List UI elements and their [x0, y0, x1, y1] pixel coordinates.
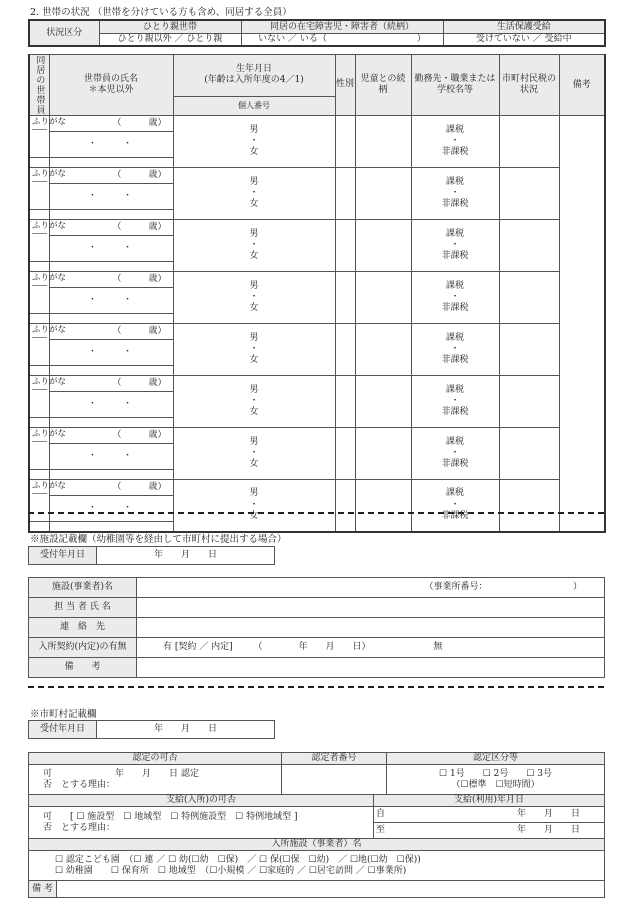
member-name-cell[interactable] — [29, 116, 67, 158]
col-sex-header: 性別 — [335, 55, 355, 116]
member-tax-cell[interactable] — [411, 272, 499, 324]
col-name-header — [49, 55, 173, 116]
sex-female-option[interactable]: 女 — [249, 510, 259, 521]
member-mynumber-field[interactable] — [49, 366, 173, 376]
tax-untaxed-option[interactable]: 非課税 — [441, 199, 469, 210]
member-mynumber-field[interactable] — [49, 314, 173, 324]
cert-number-header: 認定者番号 — [282, 753, 387, 765]
member-name-lower[interactable] — [29, 366, 49, 376]
sex-male-option[interactable]: 男 — [249, 332, 259, 343]
sex-male-option[interactable]: 男 — [249, 124, 259, 135]
sex-separator: ・ — [249, 291, 259, 302]
col-birth-note: (年齢は入所年度の4／1) — [204, 75, 304, 86]
single-parent-options[interactable]: ひとり親以外 ／ ひとり親 — [99, 33, 241, 46]
member-name-cell[interactable] — [29, 376, 67, 418]
member-birthdate-field[interactable]: ・・ — [49, 496, 173, 522]
member-tax-cell[interactable] — [411, 168, 499, 220]
tax-separator: ・ — [450, 447, 460, 458]
tax-taxed-option[interactable]: 課税 — [445, 280, 464, 291]
cert-class-options[interactable]: ☐ 1号 ☐ 2号 ☐ 3号 — [439, 768, 553, 779]
contract-no[interactable]: 無 — [433, 642, 443, 653]
member-relation-field[interactable] — [335, 168, 355, 220]
member-note-field[interactable] — [499, 272, 559, 324]
member-furigana-label: ふりがな — [32, 118, 47, 130]
member-note-field[interactable] — [499, 116, 559, 168]
household-status-table — [28, 19, 606, 47]
sex-separator: ・ — [249, 239, 259, 250]
member-tax-cell[interactable] — [411, 116, 499, 168]
member-age-field[interactable]: （ 歳） — [49, 428, 173, 444]
tax-untaxed-option[interactable]: 非課税 — [441, 407, 469, 418]
member-work-field[interactable] — [355, 324, 411, 376]
tax-separator: ・ — [450, 343, 460, 354]
member-relation-field[interactable] — [335, 480, 355, 532]
member-furigana-label: ふりがな — [32, 378, 47, 390]
member-furigana-label: ふりがな — [32, 482, 47, 494]
tax-taxed-option[interactable]: 課税 — [445, 228, 464, 239]
facility-received-date[interactable]: 年 月 日 — [97, 547, 275, 565]
member-name-lower[interactable] — [29, 418, 49, 428]
payment-result[interactable] — [29, 807, 374, 839]
member-age-field[interactable]: （ 歳） — [49, 116, 173, 132]
facility-assign-line1[interactable]: ☐ 認定こども園 （☐ 連 ／ ☐ 幼(☐幼 ☐保) ／ ☐ 保(☐保 ☐幼) ／ ☐地(☐幼 ☐保)) — [55, 854, 421, 865]
tax-taxed-option[interactable]: 課税 — [445, 488, 464, 499]
col-mynumber-header: 個人番号 — [173, 96, 335, 115]
member-sex-cell[interactable] — [173, 324, 335, 376]
member-mynumber-field[interactable] — [49, 262, 173, 272]
member-relation-field[interactable] — [335, 428, 355, 480]
tax-untaxed-option[interactable]: 非課税 — [441, 459, 469, 470]
period-from-label: 自 — [376, 809, 386, 820]
member-work-field[interactable] — [355, 272, 411, 324]
member-work-field[interactable] — [355, 480, 411, 532]
sex-male-option[interactable]: 男 — [249, 384, 259, 395]
tax-separator: ・ — [450, 499, 460, 510]
member-age-field[interactable]: （ 歳） — [49, 376, 173, 392]
municipal-note-field[interactable] — [57, 881, 605, 898]
member-birthdate-field[interactable]: ・・ — [49, 340, 173, 366]
member-name-lower[interactable] — [29, 210, 49, 220]
tax-untaxed-option[interactable]: 非課税 — [441, 510, 469, 521]
sex-female-option[interactable]: 女 — [249, 355, 259, 366]
cert-header: 認定の可否 — [29, 753, 282, 765]
member-name-lower[interactable] — [29, 158, 49, 168]
member-sex-cell[interactable] — [173, 168, 335, 220]
member-name-cell[interactable] — [29, 168, 67, 210]
member-birthdate-field[interactable]: ・・ — [49, 132, 173, 158]
sex-separator: ・ — [249, 447, 259, 458]
member-mynumber-field[interactable] — [49, 158, 173, 168]
sex-female-option[interactable]: 女 — [249, 199, 259, 210]
facility-person-label: 担 当 者 氏 名 — [29, 598, 137, 618]
payment-header: 支給(入所)の可否 — [29, 795, 374, 807]
member-furigana-label: ふりがな — [32, 222, 47, 234]
col-tax-header: 市町村民税の状況 — [499, 55, 559, 116]
tax-separator: ・ — [450, 395, 460, 406]
tax-separator: ・ — [450, 135, 460, 146]
cert-result[interactable] — [29, 765, 282, 795]
tax-taxed-option[interactable]: 課税 — [445, 332, 464, 343]
member-relation-field[interactable] — [335, 220, 355, 272]
facility-assign-field[interactable] — [29, 851, 605, 881]
member-relation-field[interactable] — [335, 324, 355, 376]
tax-untaxed-option[interactable]: 非課税 — [441, 251, 469, 262]
tax-taxed-option[interactable]: 課税 — [445, 176, 464, 187]
member-note-field[interactable] — [499, 168, 559, 220]
member-furigana-label: ふりがな — [32, 170, 47, 182]
municipal-section-title: ※市町村記載欄 — [30, 709, 97, 720]
facility-contract-field[interactable] — [137, 638, 605, 658]
member-age-field[interactable]: （ 歳） — [49, 272, 173, 288]
member-age-field[interactable]: （ 歳） — [49, 168, 173, 184]
member-note-field[interactable] — [499, 480, 559, 532]
member-age-field[interactable]: （ 歳） — [49, 220, 173, 236]
member-work-field[interactable] — [355, 116, 411, 168]
status-label: 状況区分 — [29, 20, 99, 46]
period-from-field[interactable] — [374, 807, 605, 823]
member-age-field[interactable]: （ 歳） — [49, 480, 173, 496]
member-tax-cell[interactable] — [411, 376, 499, 428]
facility-note-field[interactable] — [137, 658, 605, 678]
member-name-cell[interactable] — [29, 480, 67, 522]
member-mynumber-field[interactable] — [49, 522, 173, 532]
member-sex-cell[interactable] — [173, 220, 335, 272]
cert-ok[interactable]: 可 年 月 日 認定 — [43, 768, 199, 779]
member-tax-cell[interactable] — [411, 220, 499, 272]
sex-male-option[interactable]: 男 — [249, 488, 259, 499]
col-note-header: 備考 — [559, 55, 605, 116]
sex-female-option[interactable]: 女 — [249, 251, 259, 262]
member-mynumber-field[interactable] — [49, 210, 173, 220]
member-furigana-label: ふりがな — [32, 274, 47, 286]
facility-office-number[interactable]: （事業所番号： ） — [137, 578, 605, 598]
municipal-received-date[interactable]: 年 月 日 — [97, 721, 275, 739]
facility-received-table — [28, 546, 275, 565]
member-sex-cell[interactable] — [173, 480, 335, 532]
single-parent-header: ひとり親世帯 — [99, 20, 241, 33]
member-furigana-label: ふりがな — [32, 430, 47, 442]
member-furigana-label: ふりがな — [32, 326, 47, 338]
member-tax-cell[interactable] — [411, 480, 499, 532]
facility-received-label: 受付年月日 — [29, 547, 97, 565]
col-birth-header — [173, 55, 335, 97]
sex-male-option[interactable]: 男 — [249, 176, 259, 187]
facility-person-field[interactable] — [137, 598, 605, 618]
cert-number-field[interactable] — [282, 765, 387, 795]
facility-contact-label: 連 絡 先 — [29, 618, 137, 638]
col-name-note: ＊本児以外 — [88, 85, 134, 95]
cut-line — [28, 686, 604, 688]
welfare-header: 生活保護受給 — [443, 20, 605, 33]
facility-note-label: 備 考 — [29, 658, 137, 678]
sex-separator: ・ — [249, 343, 259, 354]
facility-contract-label: 入所契約(内定)の有無 — [29, 638, 137, 658]
cert-class-header: 認定区分等 — [387, 753, 605, 765]
sex-separator: ・ — [249, 187, 259, 198]
member-tax-cell[interactable] — [411, 428, 499, 480]
welfare-options[interactable]: 受けていない ／ 受給中 — [443, 33, 605, 46]
member-birthdate-field[interactable]: ・・ — [49, 236, 173, 262]
tax-taxed-option[interactable]: 課税 — [445, 384, 464, 395]
facility-name-label: 施設(事業者)名 — [29, 578, 137, 598]
sex-male-option[interactable]: 男 — [249, 436, 259, 447]
member-birthdate-field[interactable]: ・・ — [49, 392, 173, 418]
col-name-label: 世帯員の氏名 — [83, 73, 138, 84]
member-age-field[interactable]: （ 歳） — [49, 324, 173, 340]
col-work-header: 勤務先・職業または学校名等 — [411, 55, 499, 116]
member-name-cell[interactable] — [29, 324, 67, 366]
col-birth-label: 生年月日 — [235, 64, 272, 75]
facility-info-table — [28, 577, 605, 678]
sex-separator: ・ — [249, 135, 259, 146]
cert-ng[interactable]: 否 とする理由： — [43, 779, 116, 790]
member-note-field[interactable] — [499, 324, 559, 376]
municipal-note-label: 備 考 — [29, 881, 57, 898]
tax-separator: ・ — [450, 187, 460, 198]
member-sex-cell[interactable] — [173, 376, 335, 428]
period-to-date: 年 月 日 — [517, 825, 581, 836]
member-name-cell[interactable] — [29, 220, 67, 262]
facility-contact-field[interactable] — [137, 618, 605, 638]
member-note-field[interactable] — [499, 428, 559, 480]
sex-male-option[interactable]: 男 — [249, 280, 259, 291]
cert-class-field[interactable] — [387, 765, 605, 795]
member-birthdate-field[interactable]: ・・ — [49, 444, 173, 470]
tax-separator: ・ — [450, 291, 460, 302]
member-work-field[interactable] — [355, 376, 411, 428]
tax-taxed-option[interactable]: 課税 — [445, 436, 464, 447]
sex-female-option[interactable]: 女 — [249, 303, 259, 314]
cert-class-sub[interactable]: （☐標準 ☐短時間） — [451, 779, 540, 790]
member-work-field[interactable] — [355, 220, 411, 272]
member-relation-field[interactable] — [335, 272, 355, 324]
member-tax-cell[interactable] — [411, 324, 499, 376]
member-work-field[interactable] — [355, 168, 411, 220]
member-birthdate-field[interactable]: ・・ — [49, 288, 173, 314]
member-mynumber-field[interactable] — [49, 418, 173, 428]
facility-assign-header: 入所施設（事業者）名 — [29, 839, 605, 851]
member-relation-field[interactable] — [335, 116, 355, 168]
contract-yes[interactable]: 有 [契約 ／ 内定] — [163, 642, 233, 653]
sex-separator: ・ — [249, 395, 259, 406]
municipal-table — [28, 752, 605, 898]
tax-untaxed-option[interactable]: 非課税 — [441, 147, 469, 158]
member-note-field[interactable] — [499, 220, 559, 272]
col-relation-header: 児童との続柄 — [355, 55, 411, 116]
member-name-cell[interactable] — [29, 428, 67, 470]
member-sex-cell[interactable] — [173, 272, 335, 324]
member-work-field[interactable] — [355, 428, 411, 480]
member-name-lower[interactable] — [29, 470, 49, 480]
contract-date: （ 年 月 日） — [253, 642, 371, 653]
payment-ng[interactable]: 否 とする理由： — [43, 822, 116, 833]
member-birthdate-field[interactable]: ・・ — [49, 184, 173, 210]
member-mynumber-field[interactable] — [49, 470, 173, 480]
member-sex-cell[interactable] — [173, 116, 335, 168]
tax-taxed-option[interactable]: 課税 — [445, 124, 464, 135]
municipal-received-label: 受付年月日 — [29, 721, 97, 739]
facility-assign-line2[interactable]: ☐ 幼稚園 ☐ 保育所 ☐ 地域型 （☐小規模 ／ ☐家庭的 ／ ☐居宅訪問 ／ ☐事業所) — [55, 865, 407, 876]
municipal-received-table — [28, 720, 275, 739]
member-name-cell[interactable] — [29, 272, 67, 314]
member-relation-field[interactable] — [335, 376, 355, 428]
disabled-header: 同居の在宅障害児・障害者（続柄） — [241, 20, 443, 33]
household-members-table — [28, 54, 606, 533]
period-from-date: 年 月 日 — [517, 809, 581, 820]
period-to-label: 至 — [376, 825, 386, 836]
facility-section-title: ※施設記載欄（幼稚園等を経由して市町村に提出する場合） — [30, 534, 287, 545]
sex-male-option[interactable]: 男 — [249, 228, 259, 239]
sex-female-option[interactable]: 女 — [249, 147, 259, 158]
sex-female-option[interactable]: 女 — [249, 459, 259, 470]
member-name-lower[interactable] — [29, 262, 49, 272]
payment-period-header: 支給(利用)年月日 — [374, 795, 605, 807]
members-side-label: 同居の世帯員 — [29, 55, 49, 116]
member-name-lower[interactable] — [29, 314, 49, 324]
disabled-options[interactable]: いない ／ いる（ ） — [241, 33, 443, 46]
tax-untaxed-option[interactable]: 非課税 — [441, 355, 469, 366]
cut-line — [28, 512, 604, 514]
payment-ok[interactable]: 可 [ ☐ 施設型 ☐ 地域型 ☐ 特例施設型 ☐ 特例地域型 ] — [43, 811, 298, 822]
member-note-field[interactable] — [499, 376, 559, 428]
section2-title: 2. 世帯の状況 （世帯を分けている方も含め、同居する全員） — [30, 7, 292, 18]
sex-separator: ・ — [249, 499, 259, 510]
period-to-field[interactable] — [374, 823, 605, 839]
tax-separator: ・ — [450, 239, 460, 250]
sex-female-option[interactable]: 女 — [249, 407, 259, 418]
member-sex-cell[interactable] — [173, 428, 335, 480]
tax-untaxed-option[interactable]: 非課税 — [441, 303, 469, 314]
member-name-lower[interactable] — [29, 522, 49, 532]
